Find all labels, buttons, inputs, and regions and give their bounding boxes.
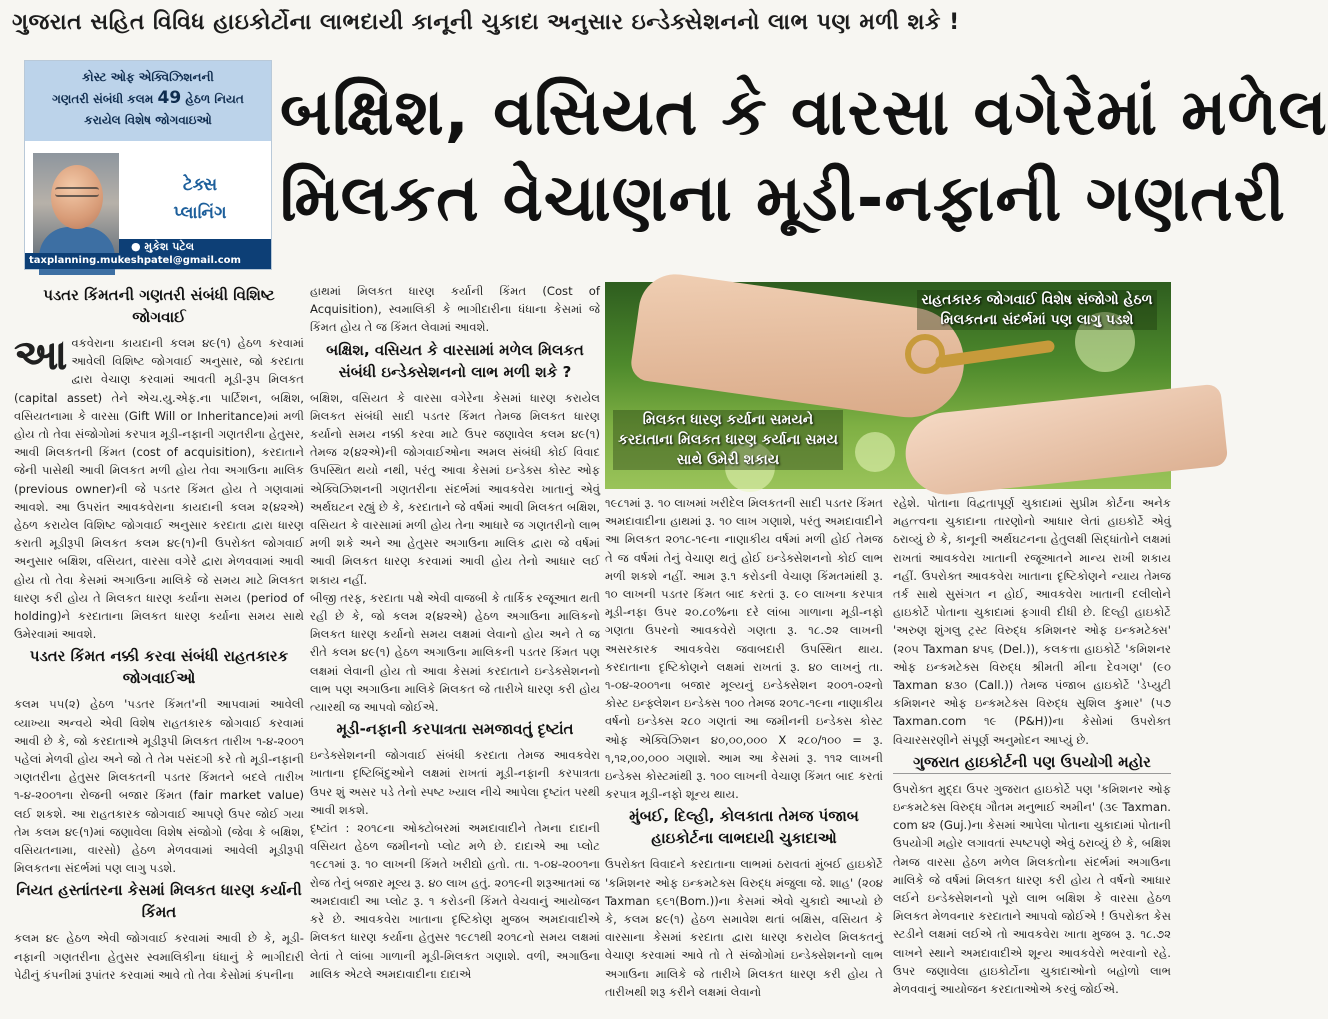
paragraph: ઇન્ડેક્સેશનની જોગવાઈ સંબંધી કરદાતા તેમજ આવકવેરા ખાતાના દૃષ્ટિબિંદુઓને લક્ષમાં રાખતાં મૂડી-નફાની કરપાત્રતા ઉપર શું અસર પડે તેનો સ્પષ્ટ ખ્યાલ નીચે આપેલા દૃષ્ટાંત પરથી આવી શકશે. <box>310 748 600 817</box>
paragraph <box>14 330 304 643</box>
subhead: પડતર કિંમતની ગણતરી સંબંધી વિશિષ્ટ જોગવાઈ <box>43 286 275 326</box>
photo-bokeh <box>855 432 895 472</box>
article-column-4 <box>893 494 1171 1014</box>
photo-caption-1 <box>917 290 1157 330</box>
paragraph: બીજી તરફ, કરદાતા પક્ષે એવી વાજબી કે તાર્કિક રજૂઆત થતી રહી છે કે, જો કલમ ૨(૪૨એ) હેઠળ અગાઉના માલિકનો મિલકત ધારણ કર્યાનો સમય લક્ષમાં લેવાનો હોય અને તે જ રીતે કલમ ૪૯(૧) હેઠળ અગાઉના માલિકની પડતર કિંમત પણ લક્ષમાં લેવાની હોય તો આવા કેસમાં કરદાતાને ઇન્ડેક્સેશનનો લાભ પણ અગાઉના માલિકે મિલકત જે તારીખે ધારણ કરી હોય ત્યારથી જ આપવો જોઈએ. <box>310 590 600 715</box>
subhead: નિયત હસ્તાંતરના કેસમાં મિલકત ધારણ કર્યાની કિંમત <box>16 881 302 922</box>
photo-caption-2 <box>613 410 843 470</box>
author-email[interactable]: taxplanning.mukeshpatel@gmail.com <box>25 253 271 269</box>
blurb-text: ગણતરી સંબંધી કલમ <box>52 92 158 106</box>
blurb-line-3: કરાયેલ વિશેષ જોગવાઇઓ <box>84 113 212 127</box>
column-name <box>137 171 263 227</box>
paragraph: કલમ ૫૫(૨) હેઠળ 'પડતર કિંમત'ની આપવામાં આવેલી વ્યાખ્યા અન્વયે એવી વિશેષ રાહતકારક જોગવાઈ કરવામાં આવી છે કે, જો કરદાતાએ મૂડીરૂપી મિલકત તારીખ ૧-૪-૨૦૦૧ પહેલાં મેળવી હોય અને જો તે તેમ પસંદગી કરે તો મૂડી-નફાની ગણતરીના હેતુસર મિલકતની પડતર કિંમતને બદલે તારીખ ૧-૪-૨૦૦૧ના રોજની બજાર કિંમત (fair market value) લઈ શકશે. આ રાહતકારક જોગવાઈ આપણે ઉપર જોઈ ગયા તેમ કલમ ૪૯(૧)માં જણાવેલા વિશેષ સંજોગો (જેવા કે બક્ષિશ, વસિયતનામા, વારસો) હેઠળ મેળવવામાં આવેલી મૂડીરૂપી મિલકતના સંદર્ભમાં પણ લાગુ પડશે. <box>14 697 304 876</box>
subhead: બક્ષિશ, વસિયત કે વારસામાં મળેલ મિલકત સંબંધી ઇન્ડેક્સેશનનો લાભ મળી શકે ? <box>326 340 584 381</box>
main-headline <box>280 70 1328 242</box>
paragraph: દૃષ્ટાંત : ૨૦૧૮ના ઓક્ટોબરમાં અમદાવાદીને તેમના દાદાની વસિયત હેઠળ જમીનનો પ્લોટ મળે છે. દાદાએ આ પ્લોટ ૧૯૮૧માં રૂ. ૧૦ લાખની કિંમતે ખરીદ્યો હતો. તા. ૧-૦૪-૨૦૦૧ના રોજ તેનું બજાર મૂલ્ય રૂ. ૪૦ લાખ હતું. ૨૦૧૯ની શરૂઆતમાં જ અમદાવાદી આ પ્લોટ રૂ. ૧ કરોડની કિંમતે વેચવાનું આયોજન કરે છે. આવકવેરા ખાતાના દૃષ્ટિકોણ મુજબ અમદાવાદીએ મિલકત ધારણ કર્યાના હેતુસર ૧૯૮૧થી ૨૦૧૮નો સમય લક્ષમાં લેતાં તે લાંબા ગાળાની મૂડી-મિલકત ગણાશે. વળી, અગાઉના માલિક એટલે અમદાવાદીના દાદાએ <box>310 821 600 981</box>
subhead: ગુજરાત હાઇકોર્ટની પણ ઉપયોગી મહોર <box>893 751 1171 774</box>
author-photo <box>33 153 119 265</box>
author-photo-head <box>51 165 103 229</box>
column-blurb <box>25 61 271 141</box>
headline-line-1: બક્ષિશ, વસિયત કે વારસા વગેરેમાં મળેલ <box>280 76 1328 150</box>
author-name: ● મુકેશ પટેલ <box>119 239 271 257</box>
blurb-line-2 <box>35 88 261 110</box>
headline-line-2: મિલકત વેચાણના મૂડી-નફાની ગણતરી <box>280 162 1286 236</box>
paragraph: ૧૯૮૧માં રૂ. ૧૦ લાખમાં ખરીદેલ મિલકતની સાદી પડતર કિંમત અમદાવાદીના હાથમાં રૂ. ૧૦ લાખ ગણાશે, પરંતુ અમદાવાદીને આ મિલકત ૨૦૧૮-૧૯ના નાણાકીય વર્ષમાં મળી હોઈ તેમજ તે જ વર્ષમાં તેનું વેચાણ થતું હોઈ ઇન્ડેક્સેશનનો કોઈ લાભ મળી શકશે નહીં. આમ રૂ.૧ કરોડની વેચાણ કિંમતમાંથી રૂ. ૧૦ લાખની પડતર કિંમત બાદ કરતાં રૂ. ૯૦ લાખના કરપાત્ર મૂડી-નફા ઉપર ૨૦.૮૦%ના દરે લાંબા ગાળાના મૂડી-નફો ગણતા ઉપરનો આવકવેરો ગણતા રૂ. ૧૮.૭૨ લાખની અસરકારક આવકવેરા જવાબદારી ઉપસ્થિત થાય. કરદાતાના દૃષ્ટિકોણને લક્ષમાં રાખતાં રૂ. ૪૦ લાખનું તા. ૧-૦૪-૨૦૦૧ના બજાર મૂલ્યનું ઇન્ડેક્સેશન ૨૦૦૧-૦૨નો કોસ્ટ ઇન્ફ્લેશન ઇન્ડેક્સ ૧૦૦ તેમજ ૨૦૧૮-૧૯ના નાણાકીય વર્ષનો ઇન્ડેક્સ ૨૮૦ ગણતાં આ જમીનની ઇન્ડેક્સ કોસ્ટ ઓફ એક્વિઝિશન ૪૦,૦૦,૦૦૦ X ૨૮૦/૧૦૦ = રૂ. ૧,૧૨,૦૦,૦૦૦ ગણાશે. આમ આ કેસમાં રૂ. ૧૧૨ લાખની ઇન્ડેક્સ કોસ્ટમાંથી રૂ. ૧૦૦ લાખની વેચાણ કિંમત બાદ કરતાં કરપાત્ર મૂડી-નફો શૂન્ય થાય. <box>605 496 883 802</box>
photo-receiving-hand <box>902 384 1229 499</box>
blurb-line-1: કોસ્ટ ઓફ એક્વિઝિશનની <box>82 70 214 84</box>
article-column-3 <box>605 494 883 1014</box>
article-column-1 <box>14 282 304 1012</box>
column-info-box <box>24 60 272 270</box>
kicker-headline: ગુજરાત સહિત વિવિધ હાઇકોર્ટોના લાભદાયી કાનૂની ચુકાદા અનુસાર ઇન્ડેક્સેશનનો લાભ પણ મળી શકે ! <box>12 10 960 35</box>
subhead: મૂડી-નફાની કરપાત્રતા સમજાવતું દૃષ્ટાંત <box>336 720 574 739</box>
section-number: 49 <box>157 88 182 108</box>
author-photo-glasses <box>55 187 99 197</box>
paragraph: બક્ષિશ, વસિયત કે વારસા વગેરેના કેસમાં ધારણ કરાયેલ મિલકત સંબંધી સાદી પડતર કિંમત તેમજ મિલકત ધારણ કર્યાનો સમય નક્કી કરવા માટે ઉપર જણાવેલ કલમ ૪૯(૧) તેમજ ૨(૪૨એ)ની જોગવાઈઓના અમલ સંબંધી કોઈ વિવાદ ઉપસ્થિત થયો નથી, પરંતુ આવા કેસમાં ઇન્ડેક્સ કોસ્ટ ઓફ એક્વિઝિશનની ગણતરીના સંદર્ભમાં આવકવેરા ખાતાનું એવું અર્થઘટન રહ્યું છે કે, કરદાતાને જે વર્ષમાં આવી મિલકત બક્ષિશ, વસિયત કે વારસામાં મળી હોય તેના આધારે જ ગણતરીનો લાભ મળી શકે અને આ હેતુસર અગાઉના માલિક દ્વારા જે વર્ષમાં આવી મિલકત ધારણ કરવામાં આવી હોય તેનો આધાર લઈ શકાય નહીં. <box>310 390 600 587</box>
photo-caption-text: રાહતકારક જોગવાઈ વિશેષ સંજોગો હેઠળ મિલકતના સંદર્ભમાં પણ લાગુ પડશે <box>921 292 1153 328</box>
paragraph: કલમ ૪૯ હેઠળ એવી જોગવાઈ કરવામાં આવી છે કે, મૂડી-નફાની ગણતરીના હેતુસર સ્વમાલિકીના ધંધાનું કે ભાગીદારી પેઢીનું કંપનીમાં રૂપાંતર કરવામાં આવે તો તેવા કેસોમાં કંપનીના <box>14 931 304 982</box>
subhead: મુંબઈ, દિલ્હી, કોલકાતા તેમજ પંજાબ હાઇકોર્ટના લાભદાયી ચુકાદાઓ <box>629 807 859 848</box>
article-photo <box>605 282 1171 489</box>
photo-caption-text: મિલકત ધારણ કર્યાના સમયને કરદાતાના મિલકત ધારણ કર્યાના સમય સાથે ઉમેરી શકાય <box>618 412 838 468</box>
column-name-line-2: પ્લાનિંગ <box>173 203 227 223</box>
drop-cap: આ <box>14 330 68 379</box>
column-name-line-1: ટેક્સ <box>182 175 218 195</box>
paragraph-text: વકવેરાના કાયદાની કલમ ૪૯(૧) હેઠળ કરવામાં આવેલી વિશિષ્ટ જોગવાઈ અનુસાર, જો કરદાતા દ્વારા વેચાણ કરવામાં આવતી મૂડી-રૂપ મિલકત (capital asset) તેને એચ.યુ.એફ.ના પાર્ટિશન, બક્ષિશ, વસિયતનામા કે વારસા (Gift Will or Inheritance)માં મળી હોય તો તેવા સંજોગોમાં કરપાત્ર મૂડી-નફાની ગણતરીના હેતુસર, આવી મિલકતની કિંમત (cost of acquisition), કરદાતાને જેની પાસેથી આવી મિલકત મળી હોય તેવા અગાઉના માલિક (previous owner)ની જે પડતર કિંમત હોય તે ગણવામાં આવશે. આ ઉપરાંત આવકવેરાના કાયદાની કલમ ૨(૪૨એ) હેઠળ કરાયેલ વિશિષ્ટ જોગવાઈ અનુસાર કરદાતા દ્વારા ધારણ કરાતી મૂડીરૂપી મિલકત કલમ ૪૯(૧)ની ઉપરોક્ત જોગવાઈ અનુસાર બક્ષિશ, વસિયત, વારસા વગેરે દ્વારા મેળવવામાં આવી હોય તો તેવા કેસમાં અગાઉના માલિકે જે સમય માટે મિલકત ધારણ કરી હોય તે મિલકત ધારણ કર્યાના સમય (period of holding)ને કરદાતાના મિલકત ધારણ કર્યાના સમય સાથે ઉમેરવામાં આવશે. <box>14 336 304 642</box>
subhead: પડતર કિંમત નક્કી કરવા સંબંધી રાહતકારક જોગવાઈઓ <box>29 647 289 688</box>
blurb-text: હેઠળ નિયત <box>181 92 244 106</box>
article-column-2 <box>310 282 600 1012</box>
paragraph: ઉપરોક્ત મુદ્દા ઉપર ગુજરાત હાઇકોર્ટે પણ 'કમિશનર ઓફ ઇન્કમટેક્સ વિરુદ્ધ ગૌતમ મનુભાઈ અમીન' (૩૯ Taxman. com ૪૨ (Guj.)ના કેસમાં આપેલા પોતાના ચુકાદામાં પોતાની ઉપયોગી મહોર લગાવતાં સ્પષ્ટપણે એવું ઠરાવ્યું છે કે, બક્ષિશ તેમજ વારસા હેઠળ મળેલ મિલકતોના સંદર્ભમાં અગાઉના માલિકે જે વર્ષમાં મિલકત ધારણ કરી હોય તે વર્ષનો આધાર લઈને ઇન્ડેક્સેશનનો પૂરો લાભ બક્ષિશ કે વારસા હેઠળ મિલકત મેળવનાર કરદાતાને આપવો જોઈએ ! ઉપરોક્ત કેસ સ્ટડીને લક્ષમાં લઈએ તો આવકવેરા ખાતા મુજબ રૂ. ૧૮.૭૨ લાખને સ્થાને અમદાવાદીએ શૂન્ય આવકવેરો ભરવાનો રહે. ઉપર જણાવેલા હાઇકોર્ટોના ચુકાદાઓનો બહોળો લાભ મેળવવાનું આયોજન કરદાતાઓએ કરવું જોઈએ. <box>893 781 1171 997</box>
paragraph: રહેશે. પોતાના વિદ્વતાપૂર્ણ ચુકાદામાં સુપ્રીમ કોર્ટના અનેક મહત્ત્વના ચુકાદાના તારણોનો આધાર લેતાં હાઇકોર્ટે એવું ઠરાવ્યું છે કે, કાનૂની અર્થઘટનના હેતુલક્ષી સિદ્ધાંતોને લક્ષમાં રાખતાં આવકવેરા ખાતાની રજૂઆતને માન્ય રાખી શકાય નહીં. ઉપરોક્ત આવકવેરા ખાતાના દૃષ્ટિકોણને ન્યાય તેમજ તર્ક સાથે સુસંગત ન હોઈ, આવકવેરા ખાતાની દલીલોને હાઇકોર્ટે પોતાના ચુકાદામાં ફગાવી દીધી છે. દિલ્હી હાઇકોર્ટે 'અરુણ શુંગલુ ટ્રસ્ટ વિરુદ્ધ કમિશનર ઓફ ઇન્કમટેક્સ' (૨૦૫ Taxman ૪૫૬ (Del.)), કલકત્તા હાઇકોર્ટે 'કમિશનર ઓફ ઇન્કમટેક્સ વિરુદ્ધ શ્રીમતી મીના દેવગણ' (૯૦ Taxman ૪૩૦ (Call.)) તેમજ પંજાબ હાઇકોર્ટે 'ડેપ્યુટી કમિશનર ઓફ ઇન્કમટેક્સ વિરુદ્ધ સુશિલ કુમાર' (૫૭ Taxman.com ૧૯ (P&H))ના કેસોમાં ઉપરોક્ત વિચારસરણીને સંપૂર્ણ અનુમોદન આપ્યું છે. <box>893 496 1171 747</box>
paragraph: હાથમાં મિલકત ધારણ કર્યાની કિંમત (Cost of Acquisition), સ્વમાલિકી કે ભાગીદારીના ધંધાના કેસમાં જે કિંમત હોય તે જ કિંમત લેવામાં આવશે. <box>310 284 600 335</box>
paragraph: ઉપરોક્ત વિવાદને કરદાતાના લાભમાં ઠરાવતાં મુંબઈ હાઇકોર્ટે 'કમિશનર ઓફ ઇન્કમટેક્સ વિરુદ્ધ મંજુલા જે. શાહ' (૨૦૪ Taxman ૬૯૧(Bom.))ના કેસમાં એવો ચુકાદો આપ્યો છે કે, કલમ ૪૯(૧) હેઠળ સમાવેશ થતાં બક્ષિસ, વસિયત કે વારસાના કેસમાં કરદાતા દ્વારા ધારણ કરાયેલ મિલકતનું વેચાણ કરવામાં આવે તો તે સંજોગોમાં ઇન્ડેક્સેશનનો લાભ અગાઉના માલિકે જે તારીખે મિલકત ધારણ કરી હોય તે તારીખથી શરૂ કરીને લક્ષમાં લેવાનો <box>605 857 883 999</box>
photo-key-bow <box>905 334 945 374</box>
